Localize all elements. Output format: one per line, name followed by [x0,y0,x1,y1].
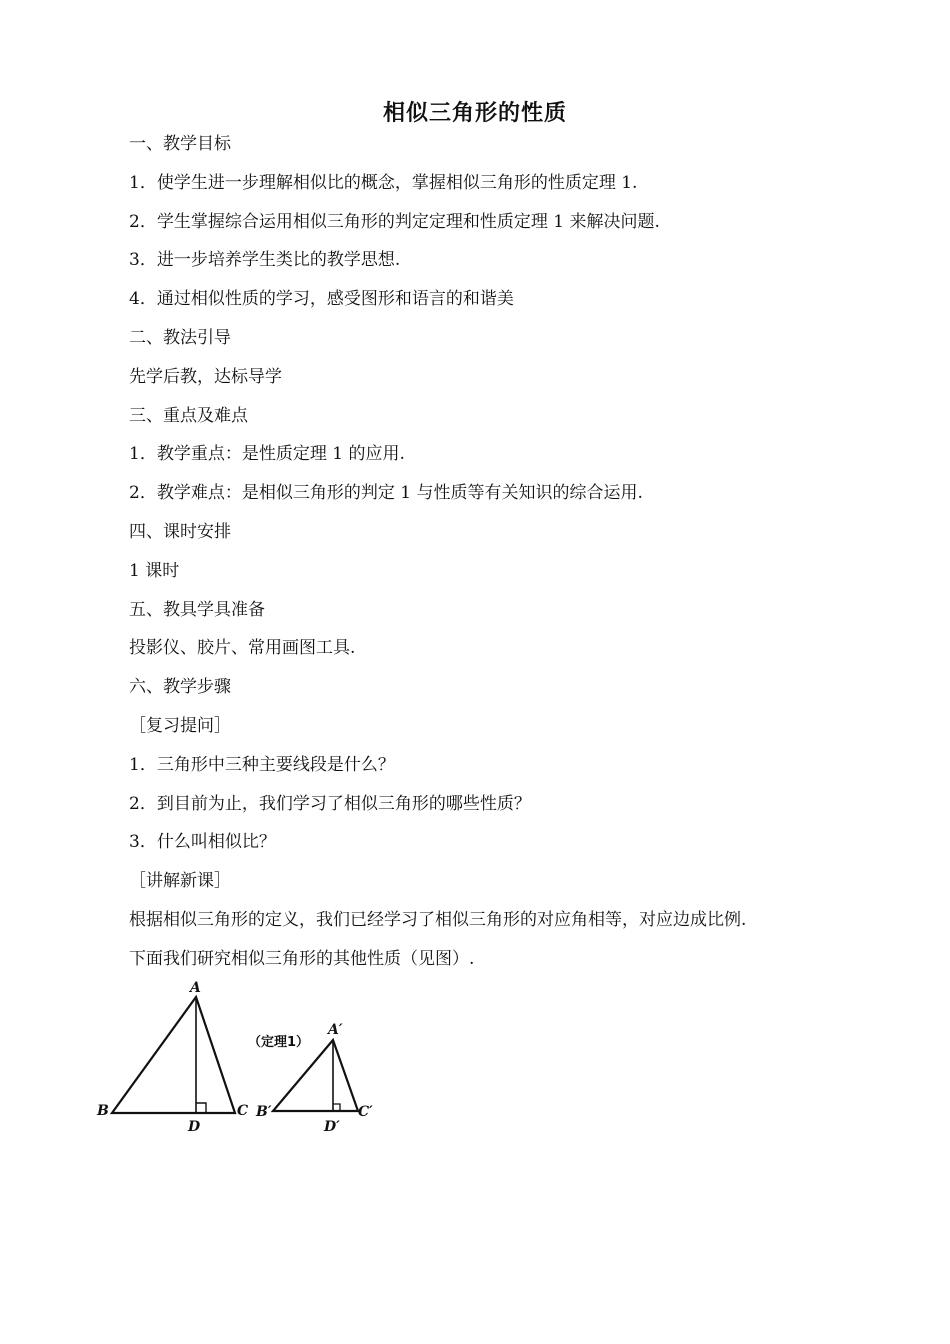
section-heading-key-points: 三、重点及难点 [129,405,248,426]
paragraph: 下面我们研究相似三角形的其他性质（见图）. [129,948,475,969]
objective-item: 1．使学生进一步理解相似比的概念，掌握相似三角形的性质定理 1. [129,172,638,193]
question-item: 2．到目前为止，我们学习了相似三角形的哪些性质？ [129,793,531,814]
label-c-prime: C′ [358,1104,373,1120]
triangles-diagram [90,975,410,1135]
label-a: A [190,980,201,996]
key-point-item: 1．教学重点：是性质定理 1 的应用. [129,444,405,465]
label-d: D [188,1119,201,1135]
subsection-heading-new-lesson: ［讲解新课］ [129,871,231,892]
question-item: 3．什么叫相似比？ [129,832,276,853]
label-c: C [237,1103,249,1119]
objective-item: 2．学生掌握综合运用相似三角形的判定定理和性质定理 1 来解决问题. [129,211,660,232]
objective-item: 3．进一步培养学生类比的教学思想. [129,250,401,271]
right-angle-marker [196,1103,206,1113]
question-item: 1．三角形中三种主要线段是什么？ [129,754,395,775]
objective-item: 4．通过相似性质的学习，感受图形和语言的和谐美 [129,289,514,310]
label-d-prime: D′ [324,1119,340,1135]
theorem-caption: （定理1） [248,1035,310,1050]
triangle-a2b2c2 [273,1040,358,1111]
paragraph: 先学后教，达标导学 [129,366,282,387]
page-title: 相似三角形的性质 [382,101,567,126]
section-heading-materials: 五、教具学具准备 [129,599,265,620]
section-heading-method: 二、教法引导 [129,327,231,348]
triangle-abc [112,997,235,1113]
label-b-prime: B′ [256,1104,272,1120]
label-b: B [97,1103,109,1119]
paragraph: 根据相似三角形的定义，我们已经学习了相似三角形的对应角相等，对应边成比例. [129,909,747,930]
subsection-heading-review: ［复习提问］ [129,715,231,736]
section-heading-objectives: 一、教学目标 [129,134,231,154]
document-body [129,125,889,979]
paragraph: 1 课时 [129,560,180,581]
section-heading-schedule: 四、课时安排 [129,521,231,542]
label-a-prime: A′ [328,1022,343,1038]
key-point-item: 2．教学难点：是相似三角形的判定 1 与性质等有关知识的综合运用. [129,483,643,504]
section-heading-steps: 六、教学步骤 [129,677,231,698]
similar-triangles-figure [90,975,410,1135]
paragraph: 投影仪、胶片、常用画图工具. [129,638,356,659]
